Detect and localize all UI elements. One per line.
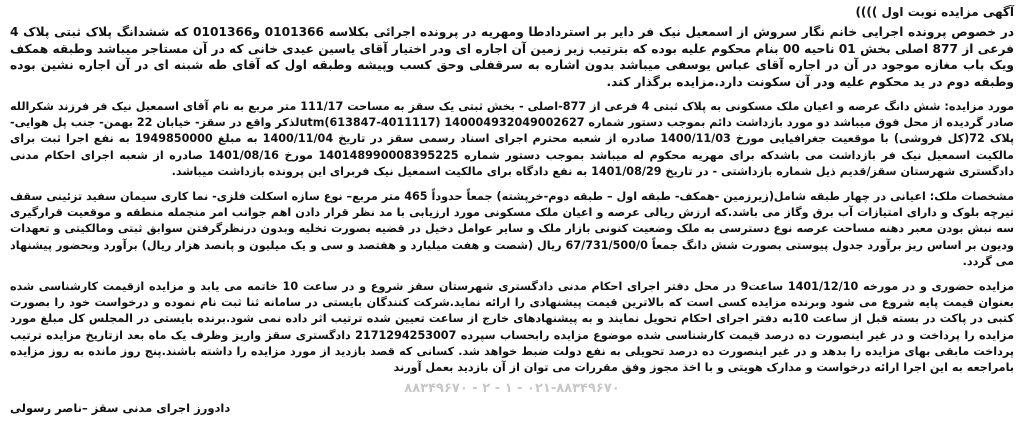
notice-title: آگهی مزایده نوبت اول )))) — [855, 5, 1014, 19]
watermark-phone-number: ۰۲۱-۸۸۳۴۹۶۷۰ - ۱ - ۲ - ۸۸۳۴۹۶۷۰ — [404, 381, 620, 397]
signature-line: دادورز اجرای مدنی سقز –ناصر رسولی — [10, 401, 231, 416]
auction-subject-paragraph: مورد مزایده: شش دانگ عرصه و اعیان ملک مسکونی به پلاک ثبتی 4 فرعی از 877-اصلی - بخش ثبتی یک سقز به مساحت 111/17 متر مربع به نام آقای اسمعیل نیک فر فرزند شکرالله صادر گردیده از محل فوق میباشد دو مورد بازداشت دائم بموجب دستور شماره 140004932049002627 utm(613847-4011117)لذکر واقع در سقز- خیابان 22 بهمن- جنب پل هوایی- پلاک 72(کل فروشی) با موقعیت جغرافیایی مورخ 1400/11/03 صادره از شعبه محترم اجرای اسناد رسمی سقز در تاریخ 1400/11/04 به مبلغ 1949850000 به نفع اجرا ثبت برای مالکیت اسمعیل نیک فر بازداشت می باشدکه برای مهریه محکوم له میباشد بموجب دستور شماره 140148990008395225 مورخ 1401/08/16 صادره از شعبه اجرای احکام مدنی دادگستری شهرستان سقز/قدیم ذیل شماره بازداشتی - در تاریخ 1401/08/29 به نفع دادگاه برای مالکیت اسمعیل نیک فربرای این پرونده بازداشت میباشد. — [10, 100, 1015, 178]
case-summary-paragraph: در خصوص پرونده اجرایی خانم نگار سروش از اسمعیل نیک فر دایر بر استردادطا ومهریه در پرونده اجرائی بکلاسه 0101366 و0101366 که ششدانگ پلاک ثبتی پلاک 4 فرعی از 877 اصلی بخش 01 ناحیه 00 بنام محکوم علیه بوده که بترتیب زیر زمین آن اجاره ای ودر اختیار آقای یاسین عیدی خانی که در آن مستاجر میباشد وطبقه همکف ویک باب مغازه موجود در آن در اجاره آقای عباس یوسفی میباشد بدون اشاره به سرقفلی وحق کسب وپیشه وطبقه اول که آقای طه شبنه ای در آن اجاره نشین بوده وطبقه دوم در ید محکوم علیه ودر آن سکونت دارد.مزایده برگذار کند. — [10, 25, 1015, 89]
property-specs-paragraph: مشخصات ملک: اعیانی در چهار طبقه شامل(زیرزمین -همکف- طبقه اول – طبقه دوم-خرپشته) جمعاً حدوداً 465 متر مربع– نوع سازه اسکلت فلزی- نما کاری سیمان سفید تزئینی سقف تیرچه بلوک و دارای امتیازات آب برق وگاز می باشد.که ارزش ریالی عرصه و اعیان ملک مسکونی مورد ارزیابی با مد نظر قرار دادن اهم جوانب امر منجمله منطقه و موقعیت قرارگیری سه نبش بودن معبر دهنه مساحت عرصه نوع دسترسی به ملک وضعیت کنونی بازار ملک و سایر عوامل دخیل در قضیه بصورت تخلیه وبدون درنظرگرفتن سوابق ثبتی ومالکیتی و تعهدات ودیون بر اساس ریز برآورد جدول پیوستی بصورت شش دانگ جمعاً 67/731/500/0 ریال (شصت و هفت میلیارد و هفتصد و سی و یک میلیون و پانصد هزار ریال) برآورد وبحضور پیشنهاد می گردد. — [10, 190, 1014, 268]
auction-terms-paragraph: مزایده حضوری و در مورخه 1401/12/10 ساعت9 در محل دفتر اجرای احکام مدنی دادگستری شهرستان سقز شروع و در ساعت 10 خاتمه می یابد و مزایده ازقیمت کارشناسی شده بعنوان قیمت پایه شروع می شود وبرنده مزایده کسی است که بالاترین قیمت پیشنهادی را ارائه نماید.شرکت کنندگان بایستی در سامانه ثنا ثبت نام نموده و درخواست خود را بصورت کتبی در پاکت در بسته قبل از ساعت 10به دفتر اجرای احکام تحویل نمایند و به پیشنهادهای خارج از ساعت تعیین شده ترتیب اثر داده نمی شود.برنده بایستی در المجلس کل مبلغ مورد مزایده را پرداخت و در غیر اینصورت ده درصد قیمت کارشناسی شده موضوع مزایده رابحساب سپرده 2171294253007 دادگستری سقز واریز وظرف یک ماه بعد ازتاریخ مزایده ترتیب پرداخت مابقی بهای مزایده را بدهد و در غیر اینصورت ده درصد تحویلی به نفع دولت ضبط خواهد شد. کسانی که قصد بازدید از مورد مزایده را داشته باشند.پنج روز مانده به روز مزایده بامراجعه به این اجرا ارائه درخواست و مدارک هویتی و با اخذ مجوز وفق مقررات می توان از آن بازدید بعمل آورند — [10, 280, 1014, 375]
